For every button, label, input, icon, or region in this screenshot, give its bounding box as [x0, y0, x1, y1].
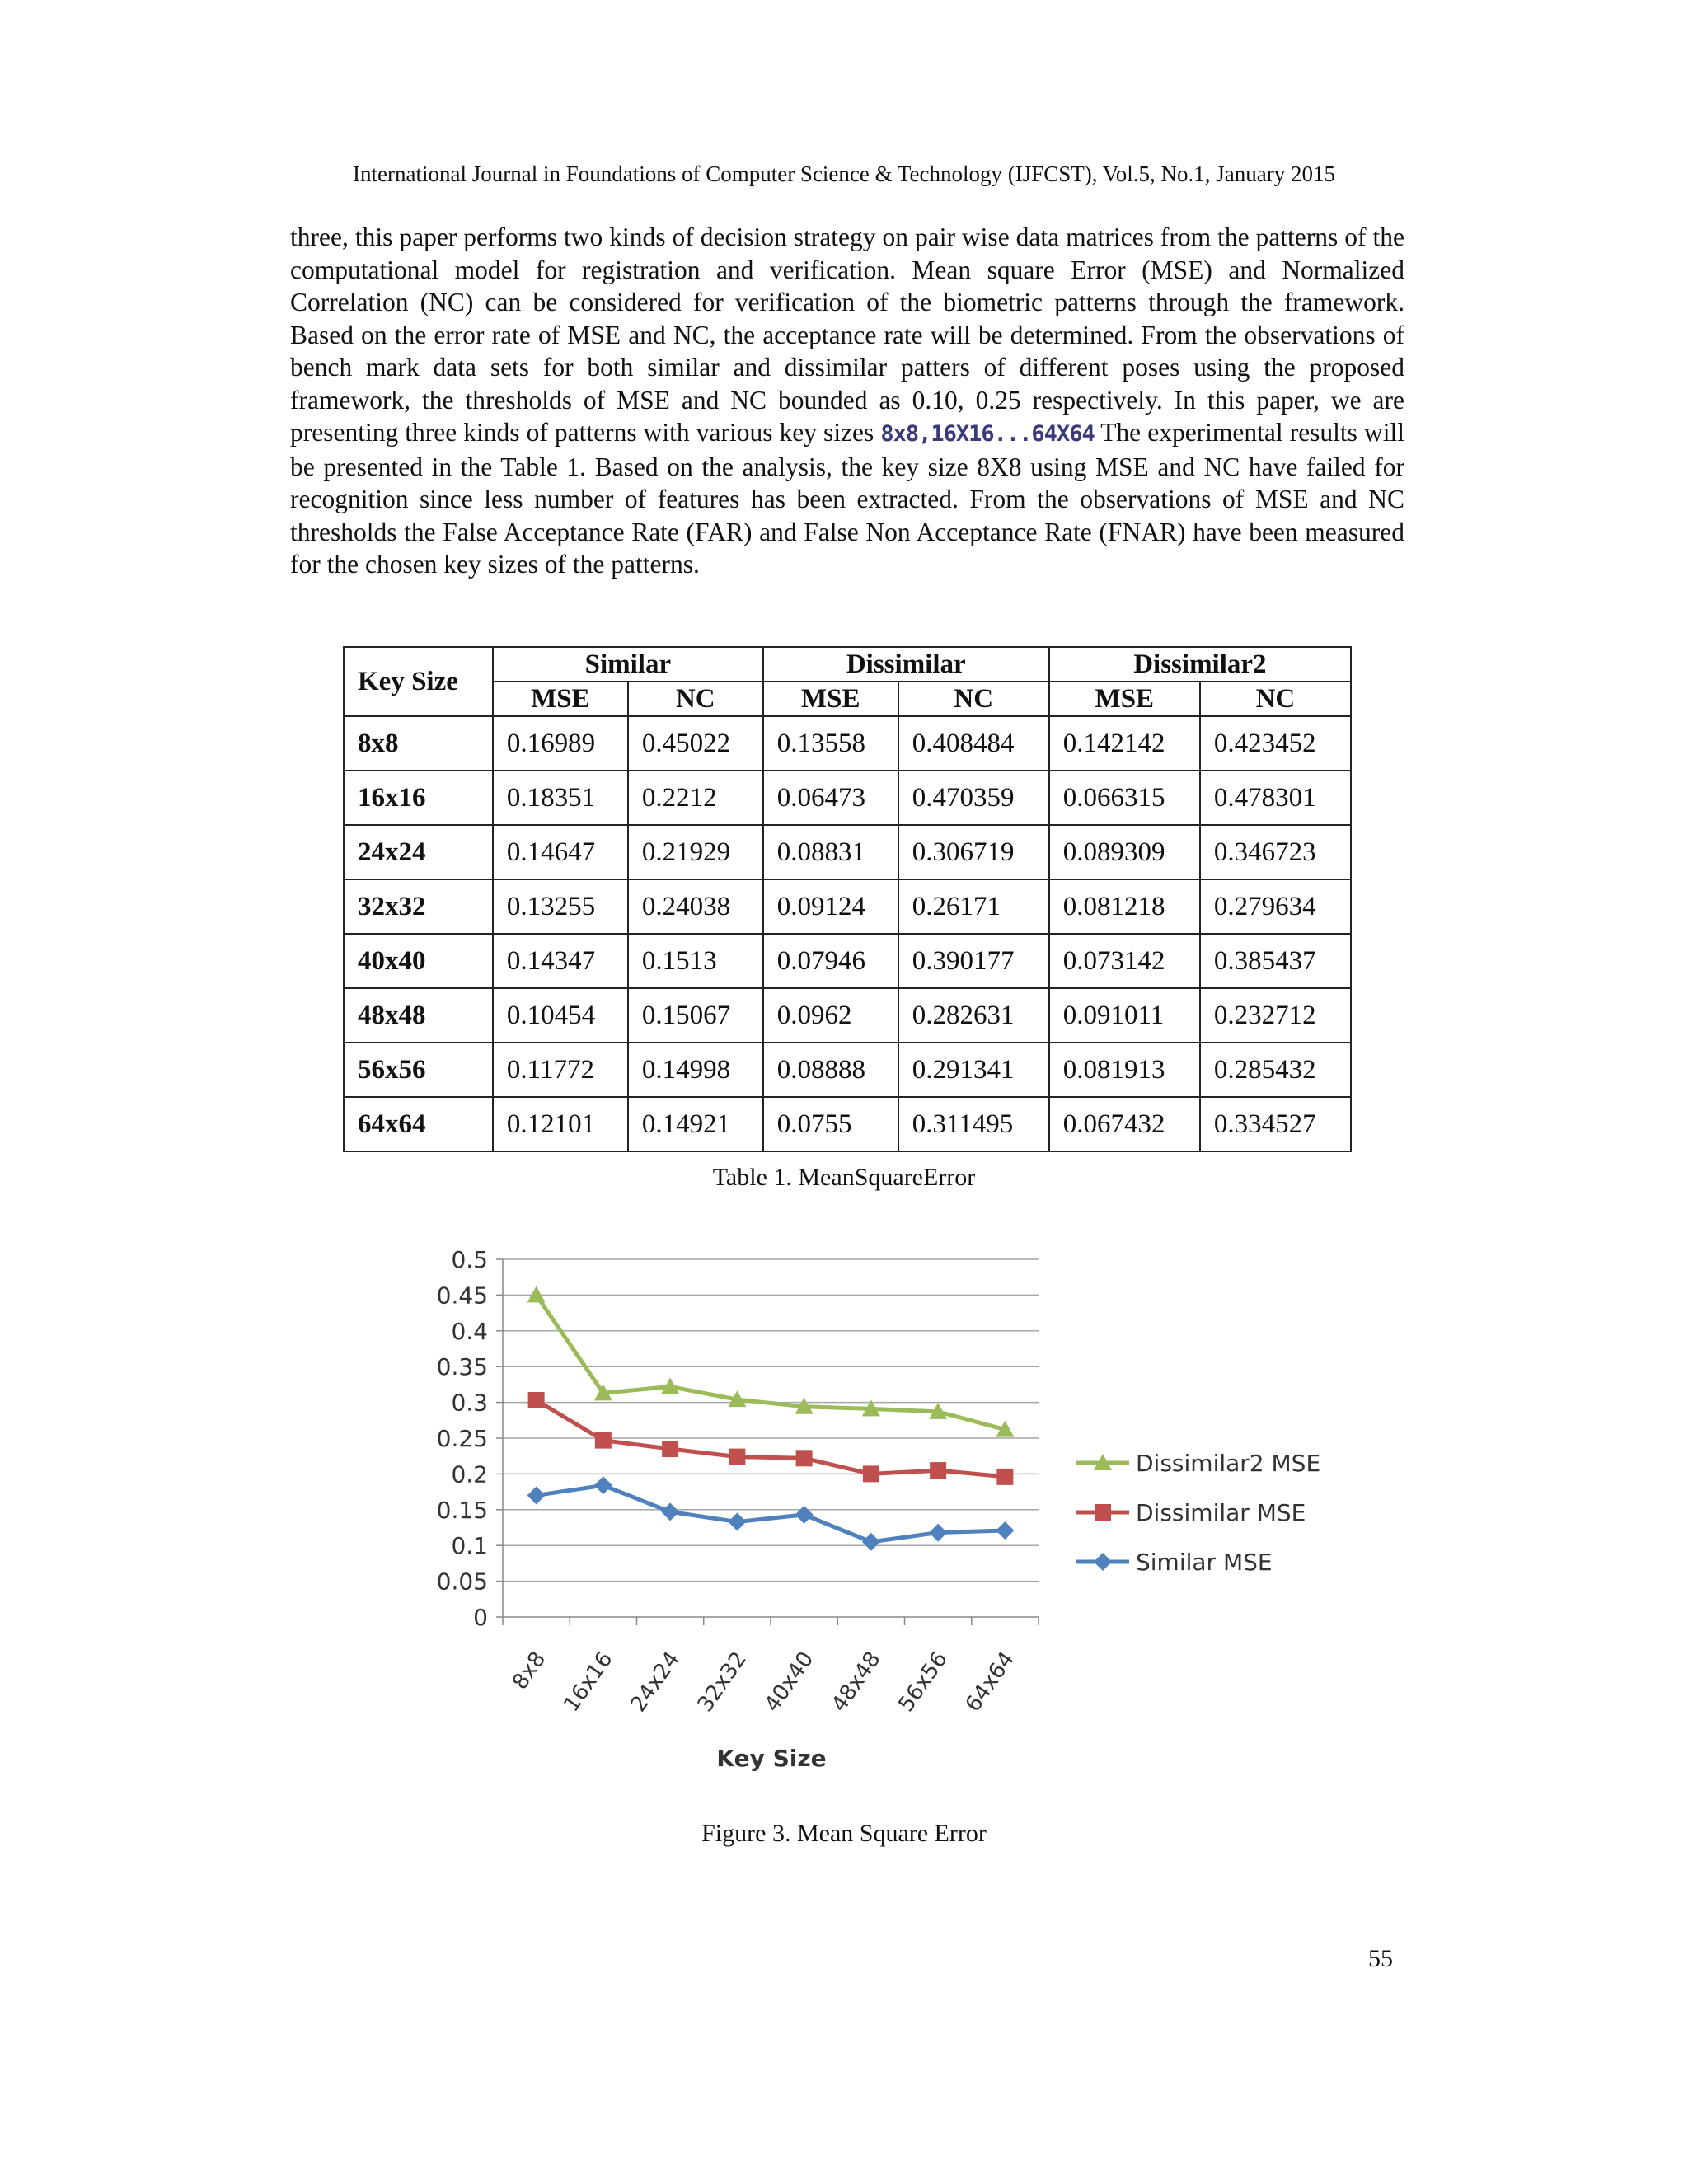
value-cell: 0.334527 — [1200, 1097, 1351, 1151]
legend-marker — [1095, 1504, 1111, 1521]
y-tick-label: 0 — [473, 1604, 488, 1631]
value-cell: 0.06473 — [763, 771, 898, 825]
data-point — [796, 1450, 813, 1466]
value-cell: 0.14921 — [628, 1097, 763, 1151]
value-cell: 0.13558 — [763, 716, 898, 771]
sub-header-nc: NC — [898, 682, 1049, 716]
y-tick-label: 0.5 — [451, 1246, 488, 1273]
table-row — [344, 716, 1351, 771]
x-tick-label: 48x48 — [827, 1647, 886, 1717]
value-cell: 0.478301 — [1200, 771, 1351, 825]
data-point — [862, 1533, 880, 1551]
value-cell: 0.45022 — [628, 716, 763, 771]
x-tick-label: 8x8 — [507, 1647, 551, 1694]
value-cell: 0.08888 — [763, 1043, 898, 1097]
data-point — [729, 1449, 745, 1465]
value-cell: 0.291341 — [898, 1043, 1049, 1097]
legend-label: Similar MSE — [1136, 1549, 1273, 1576]
y-tick-labels — [437, 1246, 488, 1631]
table-row — [344, 879, 1351, 934]
table-row — [344, 771, 1351, 825]
data-point — [996, 1521, 1014, 1540]
series-diamond — [528, 1476, 1015, 1551]
value-cell: 0.14347 — [493, 934, 628, 988]
legend-label: Dissimilar MSE — [1136, 1499, 1306, 1526]
chart-legend — [1076, 1450, 1320, 1576]
table-row — [344, 934, 1351, 988]
value-cell: 0.13255 — [493, 879, 628, 934]
sub-header-mse: MSE — [493, 682, 628, 716]
chart-series — [528, 1286, 1015, 1550]
data-point — [528, 1286, 546, 1302]
legend-item — [1076, 1549, 1273, 1576]
data-point — [594, 1476, 612, 1494]
value-cell: 0.282631 — [898, 988, 1049, 1043]
value-cell: 0.311495 — [898, 1097, 1049, 1151]
group-header-similar: Similar — [493, 647, 763, 682]
data-point — [662, 1441, 678, 1457]
y-tick-label: 0.45 — [436, 1282, 488, 1310]
data-point — [595, 1432, 612, 1449]
data-point — [863, 1465, 879, 1482]
key-size-cell: 48x48 — [344, 988, 493, 1043]
data-point — [528, 1486, 546, 1504]
value-cell: 0.279634 — [1200, 879, 1351, 934]
results-table — [343, 646, 1352, 1152]
data-point — [996, 1469, 1013, 1485]
y-tick-label: 0.15 — [436, 1496, 488, 1524]
value-cell: 0.091011 — [1049, 988, 1200, 1043]
table-caption: Table 1. MeanSquareError — [712, 1164, 976, 1191]
table-sub-header-row — [344, 682, 1351, 716]
y-tick-label: 0.2 — [451, 1460, 488, 1488]
legend-label: Dissimilar2 MSE — [1136, 1450, 1321, 1477]
table-row — [344, 1043, 1351, 1097]
value-cell: 0.2212 — [628, 771, 763, 825]
key-size-header: Key Size — [344, 647, 493, 716]
data-point — [661, 1502, 679, 1521]
sub-header-mse: MSE — [1049, 682, 1200, 716]
value-cell: 0.24038 — [628, 879, 763, 934]
paragraph-text-after: The experimental results will be presented in the Table 1. Based on the analysis, the key size 8X8 using MSE and NC have failed for recognition since less number of features has been extracted. From the observations of MSE and NC thresholds the False Acceptance Rate (FAR) and False Non Acceptance Rate (FNAR) have been measured for the chosen key sizes of the patterns. — [290, 418, 1405, 579]
table-row — [344, 825, 1351, 879]
y-tick-label: 0.05 — [436, 1568, 488, 1596]
value-cell: 0.390177 — [898, 934, 1049, 988]
legend-item — [1076, 1450, 1320, 1477]
value-cell: 0.0962 — [763, 988, 898, 1043]
key-size-cell: 32x32 — [344, 879, 493, 934]
table-row — [344, 1097, 1351, 1151]
y-tick-label: 0.3 — [451, 1389, 488, 1417]
value-cell: 0.066315 — [1049, 771, 1200, 825]
value-cell: 0.346723 — [1200, 825, 1351, 879]
legend-marker — [1094, 1553, 1112, 1571]
value-cell: 0.232712 — [1200, 988, 1351, 1043]
sub-header-mse: MSE — [763, 682, 898, 716]
table-group-header-row — [344, 647, 1351, 682]
value-cell: 0.285432 — [1200, 1043, 1351, 1097]
x-axis-label: Key Size — [716, 1745, 827, 1772]
chart-gridlines — [496, 1259, 1039, 1617]
sub-header-nc: NC — [628, 682, 763, 716]
value-cell: 0.18351 — [493, 771, 628, 825]
journal-header: International Journal in Foundations of Computer Science & Technology (IJFCST), Vol.5, No.1, January 2015 — [353, 162, 1335, 186]
group-header-dissimilar2: Dissimilar2 — [1049, 647, 1351, 682]
table-row — [344, 988, 1351, 1043]
inline-key-sizes: 8x8,16X16...64X64 — [880, 421, 1095, 447]
body-paragraph — [290, 221, 1404, 581]
key-size-cell: 56x56 — [344, 1043, 493, 1097]
series-triangle — [528, 1286, 1015, 1436]
value-cell: 0.067432 — [1049, 1097, 1200, 1151]
legend-item — [1076, 1499, 1306, 1526]
value-cell: 0.21929 — [628, 825, 763, 879]
y-tick-label: 0.35 — [436, 1353, 488, 1381]
x-tick-label: 40x40 — [760, 1647, 819, 1717]
x-tick-label: 16x16 — [559, 1647, 618, 1717]
y-tick-label: 0.1 — [451, 1532, 488, 1560]
key-size-cell: 24x24 — [344, 825, 493, 879]
value-cell: 0.081913 — [1049, 1043, 1200, 1097]
group-header-dissimilar: Dissimilar — [763, 647, 1049, 682]
value-cell: 0.306719 — [898, 825, 1049, 879]
value-cell: 0.423452 — [1200, 716, 1351, 771]
value-cell: 0.089309 — [1049, 825, 1200, 879]
value-cell: 0.15067 — [628, 988, 763, 1043]
data-point — [930, 1462, 946, 1479]
key-size-cell: 64x64 — [344, 1097, 493, 1151]
value-cell: 0.09124 — [763, 879, 898, 934]
page-number: 55 — [1368, 1945, 1393, 1972]
value-cell: 0.14998 — [628, 1043, 763, 1097]
y-tick-label: 0.25 — [436, 1425, 488, 1452]
value-cell: 0.073142 — [1049, 934, 1200, 988]
key-size-cell: 16x16 — [344, 771, 493, 825]
value-cell: 0.10454 — [493, 988, 628, 1043]
value-cell: 0.081218 — [1049, 879, 1200, 934]
value-cell: 0.470359 — [898, 771, 1049, 825]
data-point — [528, 1392, 545, 1408]
value-cell: 0.142142 — [1049, 716, 1200, 771]
value-cell: 0.0755 — [763, 1097, 898, 1151]
key-size-cell: 40x40 — [344, 934, 493, 988]
value-cell: 0.26171 — [898, 879, 1049, 934]
value-cell: 0.12101 — [493, 1097, 628, 1151]
value-cell: 0.14647 — [493, 825, 628, 879]
x-tick-label: 56x56 — [893, 1647, 953, 1717]
figure-caption: Figure 3. Mean Square Error — [701, 1820, 987, 1847]
value-cell: 0.11772 — [493, 1043, 628, 1097]
mse-line-chart — [396, 1236, 1368, 1780]
value-cell: 0.385437 — [1200, 934, 1351, 988]
x-tick-label: 24x24 — [626, 1647, 685, 1717]
y-tick-label: 0.4 — [451, 1317, 488, 1345]
x-tick-label: 32x32 — [692, 1647, 753, 1717]
value-cell: 0.07946 — [763, 934, 898, 988]
paragraph-text-before: three, this paper performs two kinds of decision strategy on pair wise data matrices from the patterns of the computational model for registration and verification. Mean square Error (MSE) and Normalized Correlation (NC) can be considered for verification of the biometric patterns through the framework. Based on the error rate of MSE and NC, the acceptance rate will be determined. From the observations of bench mark data sets for both similar and dissimilar patters of different poses using the proposed framework, the thresholds of MSE and NC bounded as 0.10, 0.25 respectively. In this paper, we are presenting three kinds of patterns with various key sizes — [290, 223, 1404, 447]
x-tick-label: 64x64 — [960, 1647, 1020, 1717]
data-point — [795, 1506, 814, 1524]
value-cell: 0.408484 — [898, 716, 1049, 771]
data-point — [929, 1524, 947, 1542]
sub-header-nc: NC — [1200, 682, 1351, 716]
value-cell: 0.16989 — [493, 716, 628, 771]
data-point — [728, 1513, 746, 1531]
value-cell: 0.1513 — [628, 934, 763, 988]
value-cell: 0.08831 — [763, 825, 898, 879]
key-size-cell: 8x8 — [344, 716, 493, 771]
